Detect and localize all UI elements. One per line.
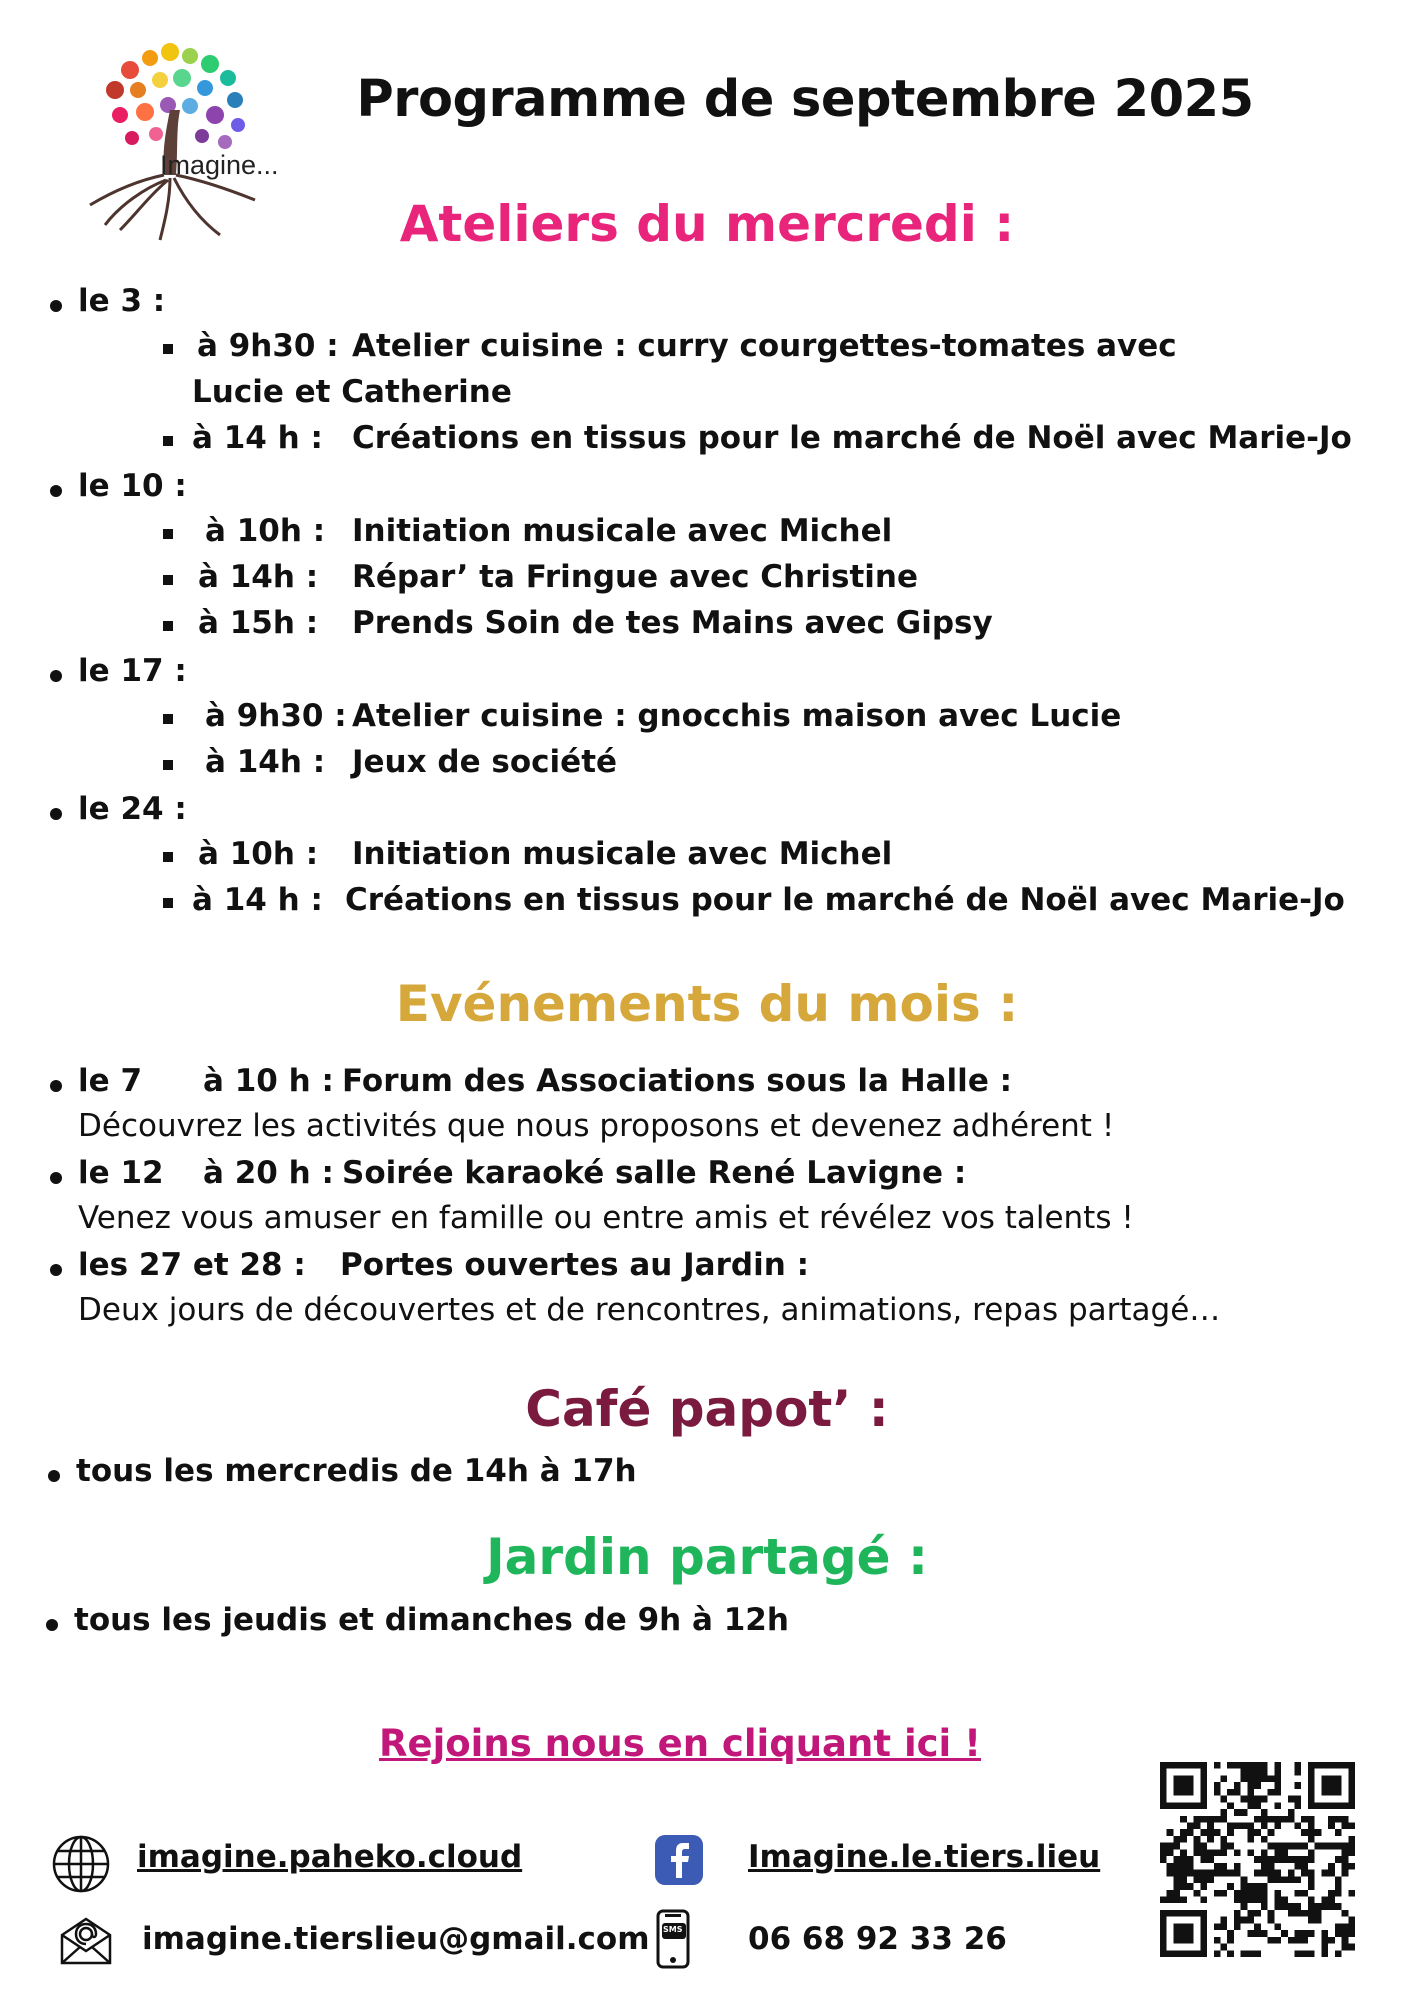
event-time: à 10 h : [203, 1063, 334, 1099]
website-link[interactable]: imagine.paheko.cloud [137, 1839, 523, 1875]
bullet-icon [46, 1619, 58, 1631]
atelier-text: Répar’ ta Fringue avec Christine [352, 559, 918, 595]
square-bullet-icon [163, 621, 173, 631]
event-title: Portes ouvertes au Jardin : [340, 1247, 809, 1283]
event-title: Forum des Associations sous la Halle : [342, 1063, 1013, 1099]
globe-icon [50, 1833, 112, 1895]
event-description: Venez vous amuser en famille ou entre amis et révélez vos talents ! [78, 1200, 1134, 1236]
day-label: le 17 : [78, 653, 187, 689]
bullet-icon [48, 1470, 60, 1482]
atelier-time: à 10h : [198, 836, 319, 872]
bullet-icon [50, 670, 62, 682]
email-link[interactable]: imagine.tierslieu@gmail.com [142, 1921, 650, 1957]
event-description: Deux jours de découvertes et de rencontres, animations, repas partagé… [78, 1292, 1221, 1328]
atelier-time: à 14h : [205, 744, 326, 780]
atelier-time: à 9h30 : [205, 698, 347, 734]
square-bullet-icon [163, 760, 173, 770]
square-bullet-icon [163, 714, 173, 724]
atelier-text: Atelier cuisine : curry courgettes-tomates avec [352, 328, 1177, 364]
qr-code[interactable] [1160, 1762, 1355, 1957]
event-time: à 20 h : [203, 1155, 334, 1191]
event-day: les 27 et 28 : [78, 1247, 306, 1283]
square-bullet-icon [163, 852, 173, 862]
email-icon [58, 1915, 114, 1967]
atelier-text: Initiation musicale avec Michel [352, 836, 893, 872]
bullet-icon [50, 485, 62, 497]
atelier-time: à 14h : [198, 559, 319, 595]
atelier-text: Atelier cuisine : gnocchis maison avec Lucie [352, 698, 1122, 734]
day-label: le 3 : [78, 283, 166, 319]
atelier-time: à 14 h : [192, 420, 323, 456]
bullet-icon [50, 1172, 62, 1184]
atelier-text: Créations en tissus pour le marché de Noël avec Marie-Jo [345, 882, 1345, 918]
atelier-text: Prends Soin de tes Mains avec Gipsy [352, 605, 993, 641]
facebook-link[interactable]: Imagine.le.tiers.lieu [748, 1839, 1101, 1875]
day-label: le 24 : [78, 791, 187, 827]
atelier-text: Initiation musicale avec Michel [352, 513, 893, 549]
phone-number: 06 68 92 33 26 [748, 1921, 1007, 1957]
cafe-schedule: tous les mercredis de 14h à 17h [76, 1453, 637, 1489]
square-bullet-icon [163, 529, 173, 539]
sms-label: SMS [663, 1925, 683, 1934]
event-title: Soirée karaoké salle René Lavigne : [342, 1155, 967, 1191]
section-title-jardin: Jardin partagé : [486, 1528, 928, 1586]
square-bullet-icon [163, 344, 173, 354]
event-day: le 12 [78, 1155, 164, 1191]
bullet-icon [50, 808, 62, 820]
square-bullet-icon [163, 575, 173, 585]
bullet-icon [50, 1264, 62, 1276]
atelier-text: Jeux de société [352, 744, 618, 780]
atelier-text-continued: Lucie et Catherine [192, 374, 512, 410]
jardin-schedule: tous les jeudis et dimanches de 9h à 12h [74, 1602, 789, 1638]
join-link[interactable]: Rejoins nous en cliquant ici ! [379, 1722, 981, 1765]
sms-phone-icon [656, 1909, 690, 1969]
section-title-cafe: Café papot’ : [525, 1380, 889, 1438]
event-description: Découvrez les activités que nous proposons et devenez adhérent ! [78, 1108, 1115, 1144]
section-title-events: Evénements du mois : [395, 975, 1019, 1033]
atelier-time: à 15h : [198, 605, 319, 641]
bullet-icon [50, 1080, 62, 1092]
logo-text: Imagine... [160, 150, 279, 180]
facebook-icon [654, 1832, 704, 1888]
atelier-time: à 14 h : [192, 882, 323, 918]
event-day: le 7 [78, 1063, 143, 1099]
square-bullet-icon [163, 898, 173, 908]
day-label: le 10 : [78, 468, 187, 504]
page-title: Programme de septembre 2025 [356, 70, 1254, 129]
section-title-ateliers: Ateliers du mercredi : [399, 195, 1015, 253]
atelier-text: Créations en tissus pour le marché de Noël avec Marie-Jo [352, 420, 1352, 456]
bullet-icon [50, 300, 62, 312]
square-bullet-icon [163, 436, 173, 446]
atelier-time: à 10h : [205, 513, 326, 549]
atelier-time: à 9h30 : [197, 328, 339, 364]
